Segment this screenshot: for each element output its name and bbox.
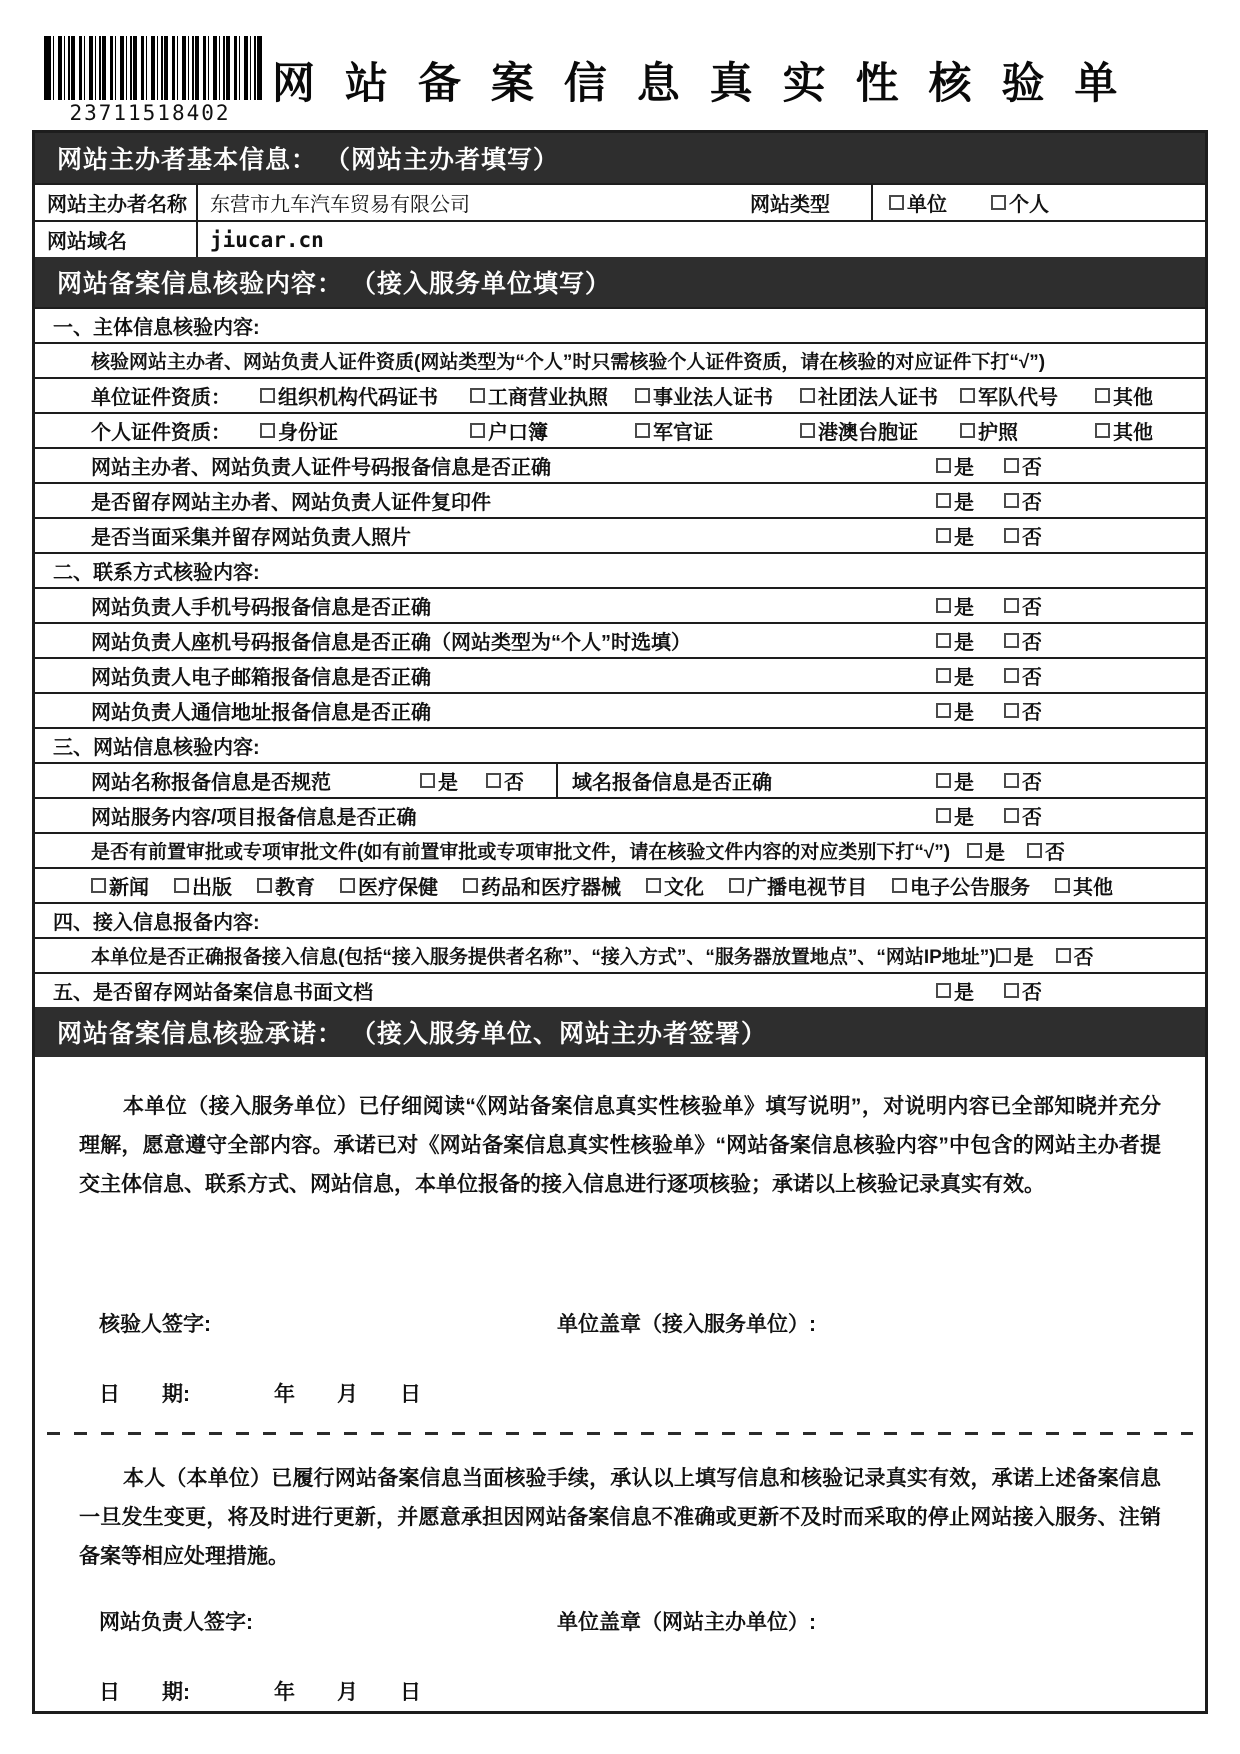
- date-row-1: 日 期: 年 月 日: [99, 1383, 421, 1406]
- unit-cert-label: 单位证件资质：: [91, 387, 231, 409]
- organizer-name-value: 东营市九车汽车贸易有限公司: [210, 194, 470, 216]
- pledge-body: [35, 1087, 1205, 1711]
- yes-checkbox-icon[interactable]: [936, 493, 951, 508]
- yes-checkbox-icon[interactable]: [936, 983, 951, 998]
- no-option[interactable]: [1004, 451, 1042, 480]
- category-option[interactable]: [91, 871, 149, 900]
- yes-option[interactable]: [420, 766, 458, 795]
- yes-no-group: [936, 976, 1205, 1005]
- barcode-bars-icon: [44, 36, 262, 100]
- yes-label: 是: [1013, 947, 1034, 969]
- signature-row-1: [37, 1308, 1203, 1338]
- barcode-number: 23711518402: [69, 101, 231, 125]
- pledge-header: 网站备案信息核验承诺： （接入服务单位、网站主办者签署）: [35, 1007, 1205, 1057]
- unit-cert-option[interactable]: [260, 381, 470, 410]
- no-checkbox-icon[interactable]: [1004, 493, 1019, 508]
- no-label: 否: [1022, 772, 1042, 794]
- site-type-unit-checkbox-icon[interactable]: [889, 195, 904, 210]
- unit-cert-option[interactable]: [1095, 381, 1153, 410]
- unit-cert-row: [35, 377, 1205, 412]
- yes-checkbox-icon[interactable]: [936, 458, 951, 473]
- access-info-row: [35, 937, 1205, 972]
- no-label: 否: [1045, 842, 1065, 864]
- site-type-unit-option[interactable]: [889, 188, 947, 217]
- category-checkbox-icon[interactable]: [174, 878, 189, 893]
- site-type-personal-checkbox-icon[interactable]: [991, 195, 1006, 210]
- no-label: 否: [1073, 947, 1094, 969]
- no-label: 否: [1022, 492, 1042, 514]
- category-option[interactable]: [463, 871, 621, 900]
- form-table: [32, 130, 1208, 1714]
- category-label: 新闻: [109, 877, 149, 899]
- yes-no-group: [967, 836, 1205, 865]
- no-option[interactable]: [1004, 696, 1042, 725]
- no-label: 否: [504, 772, 524, 794]
- personal-cert-checkbox-icon[interactable]: [800, 423, 815, 438]
- barcode: [44, 36, 256, 125]
- category-option[interactable]: [257, 871, 315, 900]
- row-label: 网站主办者、网站负责人证件号码报备信息是否正确: [91, 457, 551, 479]
- row-label: 网站负责人手机号码报备信息是否正确: [91, 597, 431, 619]
- row-label: 网站负责人电子邮箱报备信息是否正确: [91, 667, 431, 689]
- no-option[interactable]: [1004, 521, 1042, 550]
- yes-option[interactable]: [936, 486, 974, 515]
- yes-label: 是: [438, 772, 458, 794]
- no-checkbox-icon[interactable]: [486, 773, 501, 788]
- unit-cert-option[interactable]: [470, 381, 635, 410]
- no-checkbox-icon[interactable]: [1056, 948, 1071, 963]
- yes-label: 是: [954, 457, 974, 479]
- page-title: 网 站 备 案 信 息 真 实 性 核 验 单: [272, 60, 1127, 108]
- table-row: [35, 797, 1205, 832]
- table-row: [35, 657, 1205, 692]
- no-checkbox-icon[interactable]: [1004, 598, 1019, 613]
- personal-cert-option[interactable]: [1095, 416, 1153, 445]
- unit-cert-checkbox-icon[interactable]: [635, 388, 650, 403]
- no-checkbox-icon[interactable]: [1004, 528, 1019, 543]
- section3-title: 三、网站信息核验内容:: [53, 737, 260, 759]
- site-type-unit-label: 单位: [907, 194, 947, 216]
- section5-row: [35, 972, 1205, 1007]
- personal-cert-option[interactable]: [260, 416, 470, 445]
- personal-cert-option-label: 军官证: [653, 422, 713, 444]
- category-label: 教育: [275, 877, 315, 899]
- category-option[interactable]: [646, 871, 704, 900]
- row-label: 网站负责人通信地址报备信息是否正确: [91, 702, 431, 724]
- organizer-unit-seal-label: 单位盖章（网站主办单位）:: [557, 1611, 816, 1634]
- yes-checkbox-icon[interactable]: [936, 598, 951, 613]
- unit-cert-option-label: 工商营业执照: [488, 387, 608, 409]
- row-label: 本单位是否正确报备接入信息(包括“接入服务提供者名称”、“接入方式”、“服务器放置地点”、“网站IP地址”): [91, 947, 996, 968]
- personal-cert-option[interactable]: [800, 416, 960, 445]
- site-manager-signature-label: 网站负责人签字:: [99, 1611, 253, 1634]
- domain-label: 网站域名: [35, 222, 198, 257]
- domain-check-cell: [558, 764, 1205, 797]
- unit-cert-option-label: 组织机构代码证书: [278, 387, 438, 409]
- category-option[interactable]: [340, 871, 438, 900]
- category-checkbox-icon[interactable]: [729, 878, 744, 893]
- site-type-personal-option[interactable]: [991, 188, 1049, 217]
- row-label: 是否有前置审批或专项审批文件(如有前置审批或专项审批文件，请在核验文件内容的对应类别下打“√”): [91, 842, 951, 863]
- yes-label: 是: [954, 807, 974, 829]
- masthead: [0, 0, 1240, 130]
- no-checkbox-icon[interactable]: [1027, 843, 1042, 858]
- yes-option[interactable]: [936, 591, 974, 620]
- category-label: 文化: [664, 877, 704, 899]
- personal-cert-label: 个人证件资质：: [91, 422, 231, 444]
- approval-category-options: [91, 871, 1113, 900]
- row-label: 域名报备信息是否正确: [572, 772, 772, 794]
- yes-checkbox-icon[interactable]: [936, 668, 951, 683]
- table-row: [35, 447, 1205, 482]
- personal-cert-checkbox-icon[interactable]: [960, 423, 975, 438]
- section5-title: 五、是否留存网站备案信息书面文档: [53, 982, 373, 1004]
- site-type-label: 网站类型: [738, 185, 873, 220]
- yes-option[interactable]: [936, 626, 974, 655]
- category-label: 医疗保健: [358, 877, 438, 899]
- no-checkbox-icon[interactable]: [1004, 808, 1019, 823]
- pre-approval-row: [35, 832, 1205, 867]
- personal-cert-option[interactable]: [635, 416, 800, 445]
- section1-note-row: [35, 342, 1205, 377]
- personal-cert-option-label: 身份证: [278, 422, 338, 444]
- unit-cert-checkbox-icon[interactable]: [260, 388, 275, 403]
- category-label: 药品和医疗器械: [481, 877, 621, 899]
- personal-cert-options: [260, 416, 1205, 445]
- pledge-paragraph-2: 本人（本单位）已履行网站备案信息当面核验手续，承认以上填写信息和核验记录真实有效，承诺上述备案信息一旦发生变更，将及时进行更新，并愿意承担因网站备案信息不准确或更新不及时而采取的停止网站接入服务、注销备案等相应处理措施。: [79, 1467, 1161, 1568]
- section4-title: 四、接入信息报备内容:: [53, 912, 260, 934]
- yes-no-group: [936, 451, 1205, 480]
- yes-checkbox-icon[interactable]: [996, 948, 1011, 963]
- no-option[interactable]: [1004, 766, 1042, 795]
- category-checkbox-icon[interactable]: [892, 878, 907, 893]
- yes-no-group: [936, 591, 1205, 620]
- basic-info-header: 网站主办者基本信息： （网站主办者填写）: [35, 133, 1205, 183]
- no-option[interactable]: [486, 766, 524, 795]
- yes-label: 是: [954, 597, 974, 619]
- unit-cert-option-label: 军队代号: [978, 387, 1058, 409]
- no-option[interactable]: [1004, 591, 1042, 620]
- yes-option[interactable]: [936, 521, 974, 550]
- yes-option[interactable]: [936, 451, 974, 480]
- section1-title-row: [35, 307, 1205, 342]
- no-checkbox-icon[interactable]: [1004, 458, 1019, 473]
- section4-title-row: [35, 902, 1205, 937]
- organizer-name-row: [35, 183, 1205, 220]
- signature-row-2: [37, 1606, 1203, 1636]
- category-label: 广播电视节目: [747, 877, 867, 899]
- unit-cert-option[interactable]: [960, 381, 1095, 410]
- section1-note: 核验网站主办者、网站负责人证件资质(网站类型为“个人”时只需核验个人证件资质，请在核验的对应证件下打“√”): [91, 352, 1046, 373]
- category-checkbox-icon[interactable]: [91, 878, 106, 893]
- no-label: 否: [1022, 632, 1042, 654]
- no-option[interactable]: [1004, 486, 1042, 515]
- row-label: 网站负责人座机号码报备信息是否正确（网站类型为“个人”时选填）: [91, 632, 691, 654]
- unit-cert-option[interactable]: [635, 381, 800, 410]
- domain-value: jiucar.cn: [210, 227, 324, 252]
- personal-cert-checkbox-icon[interactable]: [470, 423, 485, 438]
- category-option[interactable]: [729, 871, 867, 900]
- category-label: 其他: [1073, 877, 1113, 899]
- section3-title-row: [35, 727, 1205, 762]
- section1-title: 一、主体信息核验内容:: [53, 317, 260, 339]
- row-label: 是否留存网站主办者、网站负责人证件复印件: [91, 492, 491, 514]
- personal-cert-checkbox-icon[interactable]: [635, 423, 650, 438]
- access-unit-seal-label: 单位盖章（接入服务单位）:: [557, 1313, 816, 1336]
- yes-label: 是: [954, 772, 974, 794]
- personal-cert-option[interactable]: [960, 416, 1095, 445]
- no-option[interactable]: [1056, 941, 1094, 970]
- yes-no-group: [936, 626, 1205, 655]
- no-checkbox-icon[interactable]: [1004, 633, 1019, 648]
- site-name-check-cell: [35, 764, 558, 797]
- category-checkbox-icon[interactable]: [1055, 878, 1070, 893]
- yes-no-group: [936, 521, 1205, 550]
- verifier-signature-label: 核验人签字:: [99, 1313, 211, 1336]
- yes-no-group: [936, 661, 1205, 690]
- no-checkbox-icon[interactable]: [1004, 668, 1019, 683]
- yes-no-group: [420, 766, 556, 795]
- unit-cert-checkbox-icon[interactable]: [960, 388, 975, 403]
- site-type-personal-label: 个人: [1009, 194, 1049, 216]
- no-checkbox-icon[interactable]: [1004, 983, 1019, 998]
- no-label: 否: [1022, 667, 1042, 689]
- row-label: 网站服务内容/项目报备信息是否正确: [91, 807, 417, 829]
- personal-cert-option-label: 其他: [1113, 422, 1153, 444]
- personal-cert-checkbox-icon[interactable]: [1095, 423, 1110, 438]
- personal-cert-row: [35, 412, 1205, 447]
- unit-cert-option-label: 其他: [1113, 387, 1153, 409]
- no-option[interactable]: [1004, 626, 1042, 655]
- unit-cert-checkbox-icon[interactable]: [800, 388, 815, 403]
- yes-option[interactable]: [936, 661, 974, 690]
- unit-cert-option-label: 事业法人证书: [653, 387, 773, 409]
- site-name-domain-row: [35, 762, 1205, 797]
- unit-cert-checkbox-icon[interactable]: [1095, 388, 1110, 403]
- yes-no-group: [936, 696, 1205, 725]
- no-label: 否: [1022, 597, 1042, 619]
- no-checkbox-icon[interactable]: [1004, 773, 1019, 788]
- verify-header: 网站备案信息核验内容： （接入服务单位填写）: [35, 257, 1205, 307]
- personal-cert-option[interactable]: [470, 416, 635, 445]
- yes-no-group: [936, 766, 1205, 795]
- section2-title: 二、联系方式核验内容:: [53, 562, 260, 584]
- domain-row: [35, 220, 1205, 257]
- category-checkbox-icon[interactable]: [257, 878, 272, 893]
- yes-label: 是: [954, 667, 974, 689]
- section2-title-row: [35, 552, 1205, 587]
- category-checkbox-icon[interactable]: [340, 878, 355, 893]
- personal-cert-option-label: 护照: [978, 422, 1018, 444]
- table-row: [35, 622, 1205, 657]
- yes-label: 是: [954, 492, 974, 514]
- table-row: [35, 587, 1205, 622]
- yes-option[interactable]: [996, 941, 1034, 970]
- yes-checkbox-icon[interactable]: [967, 843, 982, 858]
- yes-checkbox-icon[interactable]: [936, 703, 951, 718]
- dashed-divider: [47, 1432, 1193, 1435]
- yes-checkbox-icon[interactable]: [936, 633, 951, 648]
- date-row-2: 日 期: 年 月 日: [99, 1681, 421, 1704]
- no-option[interactable]: [1004, 976, 1042, 1005]
- site-type-options: [873, 185, 1205, 220]
- unit-cert-option-label: 社团法人证书: [818, 387, 938, 409]
- personal-cert-option-label: 户口簿: [488, 422, 548, 444]
- yes-option[interactable]: [936, 976, 974, 1005]
- no-option[interactable]: [1004, 801, 1042, 830]
- category-label: 出版: [192, 877, 232, 899]
- no-label: 否: [1022, 702, 1042, 724]
- yes-label: 是: [985, 842, 1005, 864]
- no-label: 否: [1022, 527, 1042, 549]
- yes-option[interactable]: [936, 696, 974, 725]
- yes-checkbox-icon[interactable]: [936, 773, 951, 788]
- pledge-paragraph-1: 本单位（接入服务单位）已仔细阅读“《网站备案信息真实性核验单》填写说明”，对说明内容已全部知晓并充分理解，愿意遵守全部内容。承诺已对《网站备案信息真实性核验单》“网站备案信息核验内容”中包含的网站主办者提交主体信息、联系方式、网站信息，本单位报备的接入信息进行逐项核验；承诺以上核验记录真实有效。: [79, 1095, 1161, 1196]
- yes-label: 是: [954, 702, 974, 724]
- approval-category-row: [35, 867, 1205, 902]
- yes-label: 是: [954, 632, 974, 654]
- row-label: 网站名称报备信息是否规范: [91, 772, 331, 794]
- yes-no-group: [936, 801, 1205, 830]
- personal-cert-option-label: 港澳台胞证: [818, 422, 918, 444]
- yes-checkbox-icon[interactable]: [936, 528, 951, 543]
- no-option[interactable]: [1027, 836, 1065, 865]
- table-row: [35, 692, 1205, 727]
- unit-cert-options: [260, 381, 1205, 410]
- unit-cert-checkbox-icon[interactable]: [470, 388, 485, 403]
- yes-option[interactable]: [936, 766, 974, 795]
- no-checkbox-icon[interactable]: [1004, 703, 1019, 718]
- yes-checkbox-icon[interactable]: [936, 808, 951, 823]
- table-row: [35, 517, 1205, 552]
- yes-label: 是: [954, 527, 974, 549]
- category-option[interactable]: [892, 871, 1030, 900]
- no-option[interactable]: [1004, 661, 1042, 690]
- organizer-name-label: 网站主办者名称: [35, 185, 198, 220]
- no-label: 否: [1022, 982, 1042, 1004]
- no-label: 否: [1022, 457, 1042, 479]
- yes-option[interactable]: [936, 801, 974, 830]
- yes-no-group: [936, 486, 1205, 515]
- category-checkbox-icon[interactable]: [463, 878, 478, 893]
- yes-label: 是: [954, 982, 974, 1004]
- yes-checkbox-icon[interactable]: [420, 773, 435, 788]
- personal-cert-checkbox-icon[interactable]: [260, 423, 275, 438]
- category-option[interactable]: [1055, 871, 1113, 900]
- row-label: 是否当面采集并留存网站负责人照片: [91, 527, 411, 549]
- category-checkbox-icon[interactable]: [646, 878, 661, 893]
- no-label: 否: [1022, 807, 1042, 829]
- table-row: [35, 482, 1205, 517]
- category-option[interactable]: [174, 871, 232, 900]
- unit-cert-option[interactable]: [800, 381, 960, 410]
- yes-option[interactable]: [967, 836, 1005, 865]
- category-label: 电子公告服务: [910, 877, 1030, 899]
- yes-no-group: [996, 941, 1234, 970]
